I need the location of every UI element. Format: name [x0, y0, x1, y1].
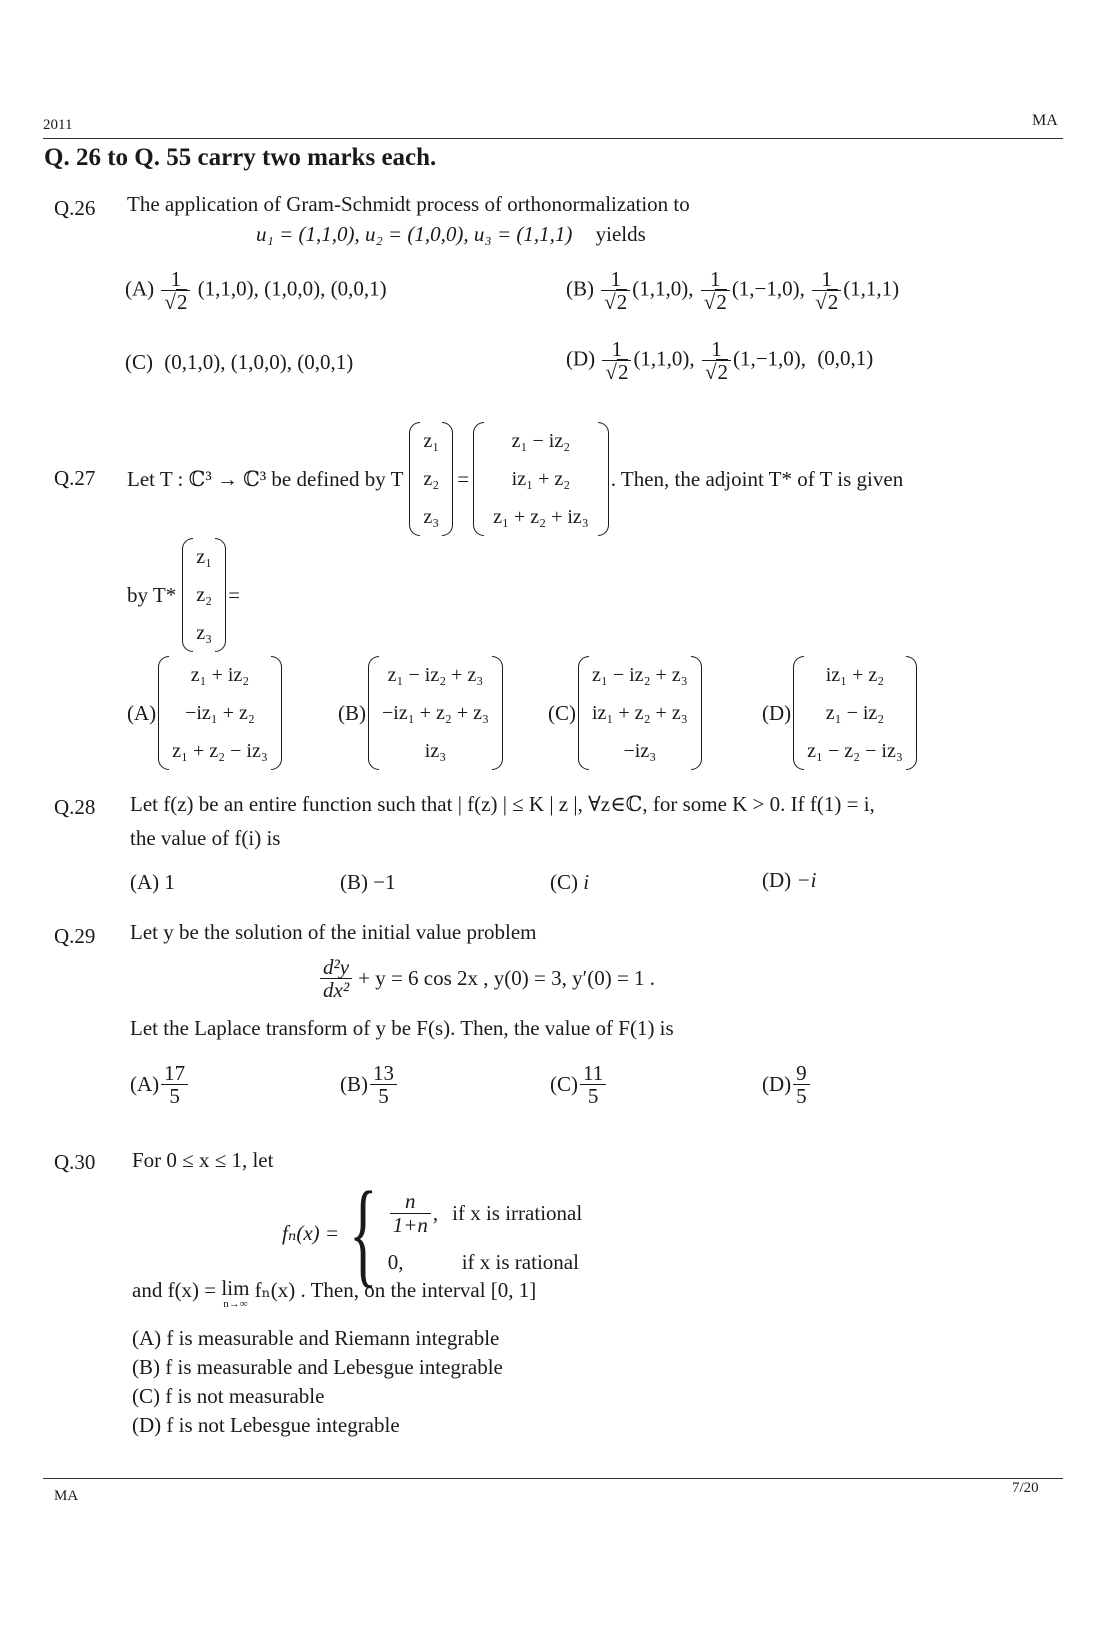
- q29-line1: Let y be the solution of the initial value problem: [130, 920, 537, 944]
- matrix-row: z₃: [196, 622, 213, 644]
- option-text: f is measurable and Lebesgue integrable: [165, 1355, 503, 1379]
- option-vec: (1,1,1): [843, 276, 900, 301]
- q26-option-d: (D) $\frac{1}{√2}$ (1,1,0), $\frac{1}{√2}$ (1,−1,0), (0,0,1): [566, 337, 874, 385]
- q27-input-vector: [407, 422, 455, 536]
- header-code: MA: [1032, 112, 1058, 129]
- q29-line2: Let the Laplace transform of y be F(s). Then, the value of F(1) is: [130, 1016, 674, 1040]
- q27-lead: Let T : ℂ³ → ℂ³ be defined by T: [127, 466, 404, 491]
- q29-derivative: $\frac{\text{d²y}}{\text{dx²}}$: [320, 956, 352, 1001]
- q30-case-1: $\frac{n}{1+n}$ , if x is irrational: [388, 1184, 582, 1242]
- option-label: (D): [566, 346, 596, 371]
- option-vec: (1,1,0),: [632, 276, 694, 301]
- matrix-row: z₁ − iz₂: [825, 702, 885, 724]
- option-label: (D): [132, 1413, 162, 1437]
- q27-eq: =: [228, 582, 240, 607]
- option-vec: (0,0,1): [817, 346, 874, 371]
- q27-option-a: [127, 656, 284, 770]
- q28-option-b: [340, 870, 396, 895]
- option-label: (A): [130, 870, 160, 894]
- matrix-row: iz₁ + z₂ + z₃: [592, 702, 688, 724]
- q27-adjoint: [127, 538, 240, 652]
- option-label: (C): [548, 700, 576, 725]
- matrix-row: z₁ + iz₂: [190, 664, 250, 686]
- option-value: −1: [373, 870, 396, 894]
- q30-fn: fₙ(x) =: [282, 1220, 340, 1245]
- q27-option-d: [762, 656, 919, 770]
- q30-option-b: [132, 1355, 503, 1380]
- q29-number: Q.29: [54, 924, 96, 948]
- q29-eq-rest: + y = 6 cos 2x , y(0) = 3, y′(0) = 1 .: [358, 966, 656, 991]
- matrix-row: z₁ + z₂ + iz₃: [493, 506, 589, 528]
- q30-case1-frac: $\frac{n}{1+n}$: [390, 1190, 431, 1235]
- matrix-row: z₁ − iz₂: [511, 430, 571, 452]
- matrix-row: z₂: [196, 584, 213, 606]
- matrix-row: z₂: [423, 468, 440, 490]
- matrix-row: z₁: [423, 430, 440, 452]
- option-value: 1: [164, 870, 175, 894]
- q27-definition: [127, 422, 903, 536]
- q29-option-d: (D) $\frac{9}{5}$: [762, 1062, 812, 1107]
- q27-eq: =: [457, 466, 470, 491]
- q28-option-a: [130, 870, 175, 895]
- option-label: (A): [130, 1072, 160, 1097]
- option-label: (A): [127, 700, 157, 725]
- section-title: Q. 26 to Q. 55 carry two marks each.: [44, 144, 437, 171]
- option-label: (C): [132, 1384, 160, 1408]
- matrix-row: z₁: [196, 546, 213, 568]
- q30-lim: lim n→∞: [221, 1276, 250, 1310]
- q30-cases: [388, 1184, 582, 1282]
- option-matrix: [366, 656, 505, 770]
- q26-vector-list: u₁ = (1,1,0), u₂ = (1,0,0), u₃ = (1,1,1): [256, 222, 573, 246]
- q30-option-d: [132, 1413, 400, 1438]
- q27-option-b: [338, 656, 505, 770]
- q29-equation: [318, 956, 655, 1001]
- option-label: (A): [125, 276, 155, 301]
- option-value: i: [583, 870, 590, 894]
- option-label: (B): [340, 1072, 368, 1097]
- q30-line2-a: and f(x) =: [132, 1278, 217, 1302]
- q26-option-a: (A) $\frac{1}{√2}$ (1,1,0), (1,0,0), (0,0,1): [125, 267, 387, 315]
- q30-case2-cond: if x is rational: [461, 1249, 579, 1274]
- q29-option-c: (C) $\frac{11}{5}$: [550, 1062, 608, 1107]
- footer-code: MA: [54, 1488, 79, 1504]
- header-rule: [43, 138, 1063, 139]
- q29-option-b: (B) $\frac{13}{5}$: [340, 1062, 399, 1107]
- option-label: (D): [762, 868, 792, 892]
- q27-image-vector: [471, 422, 611, 536]
- q28-option-d: [762, 868, 816, 893]
- q27-by: by T*: [127, 582, 177, 607]
- q30-option-a: [132, 1326, 499, 1351]
- option-label: (D): [762, 700, 792, 725]
- q30-case2-val: 0,: [387, 1249, 404, 1274]
- option-label: (C): [550, 1072, 578, 1097]
- q28-line1: Let f(z) be an entire function such that | f(z) | ≤ K | z |, ∀z∈ℂ, for some K > 0. If f(1) = i,: [130, 792, 875, 816]
- q26-yields: yields: [595, 222, 646, 246]
- q27-option-c: [548, 656, 704, 770]
- q30-option-c: [132, 1384, 324, 1409]
- option-label: (B): [132, 1355, 160, 1379]
- option-vec: (1,−1,0),: [732, 346, 807, 371]
- matrix-row: z₁ + z₂ − iz₃: [172, 740, 268, 762]
- q28-line2: the value of f(i) is: [130, 826, 281, 850]
- q27-tail: . Then, the adjoint T* of T is given: [610, 466, 904, 491]
- option-text: (1,1,0), (1,0,0), (0,0,1): [197, 276, 387, 301]
- matrix-row: z₁ − iz₂ + z₃: [387, 664, 484, 686]
- option-label: (C): [125, 350, 153, 374]
- footer-rule: [43, 1478, 1063, 1479]
- matrix-row: z₃: [423, 506, 440, 528]
- option-text: f is measurable and Riemann integrable: [166, 1326, 500, 1350]
- option-text: (0,1,0), (1,0,0), (0,0,1): [164, 350, 354, 374]
- matrix-row: iz₁ + z₂: [511, 468, 571, 490]
- q26-number: Q.26: [54, 196, 96, 220]
- option-text: f is not measurable: [165, 1384, 325, 1408]
- option-label: (A): [132, 1326, 162, 1350]
- option-vec: (1,1,0),: [633, 346, 695, 371]
- option-matrix: [156, 656, 284, 770]
- option-vec: (1,−1,0),: [731, 276, 805, 301]
- q30-line2-b: fₙ(x) . Then, on the interval [0, 1]: [254, 1278, 537, 1302]
- option-label: (C): [550, 870, 578, 894]
- q26-text: The application of Gram-Schmidt process of orthonormalization to: [127, 192, 690, 216]
- option-label: (B): [566, 276, 594, 301]
- matrix-row: z₁ − iz₂ + z₃: [592, 664, 688, 686]
- matrix-row: iz₃: [424, 740, 447, 762]
- header-year: 2011: [43, 117, 73, 133]
- q26-option-b: (B) $\frac{1}{√2}$ (1,1,0), $\frac{1}{√2}$ (1,−1,0), $\frac{1}{√2}$ (1,1,1): [566, 267, 900, 315]
- q26-vectors: [256, 222, 646, 247]
- q30-number: Q.30: [54, 1150, 96, 1174]
- option-label: (D): [762, 1072, 792, 1097]
- left-brace-icon: {: [349, 1167, 378, 1298]
- option-label: (B): [340, 870, 368, 894]
- q30-line2: [132, 1278, 536, 1310]
- q27-adjoint-input: [180, 538, 228, 652]
- q28-number: Q.28: [54, 795, 96, 819]
- q30-case-2: [388, 1242, 582, 1282]
- option-label: (B): [338, 700, 366, 725]
- q30-line1: For 0 ≤ x ≤ 1, let: [132, 1148, 274, 1172]
- matrix-row: −iz₁ + z₂: [185, 702, 255, 724]
- q30-piecewise: [282, 1167, 583, 1298]
- matrix-row: −iz₁ + z₂ + z₃: [382, 702, 489, 724]
- matrix-row: −iz₃: [623, 740, 657, 762]
- matrix-row: z₁ − z₂ − iz₃: [807, 740, 903, 762]
- q29-option-a: (A) $\frac{17}{5}$: [130, 1062, 190, 1107]
- option-text: f is not Lebesgue integrable: [166, 1413, 400, 1437]
- q30-case1-cond: if x is irrational: [452, 1200, 583, 1225]
- q26-option-c: [125, 350, 353, 375]
- option-matrix: [576, 656, 704, 770]
- option-value: −i: [796, 868, 817, 892]
- option-matrix: [791, 656, 919, 770]
- q28-option-c: [550, 870, 589, 895]
- page-number: 7/20: [1012, 1480, 1039, 1496]
- q27-number: Q.27: [54, 466, 96, 490]
- matrix-row: iz₁ + z₂: [825, 664, 885, 686]
